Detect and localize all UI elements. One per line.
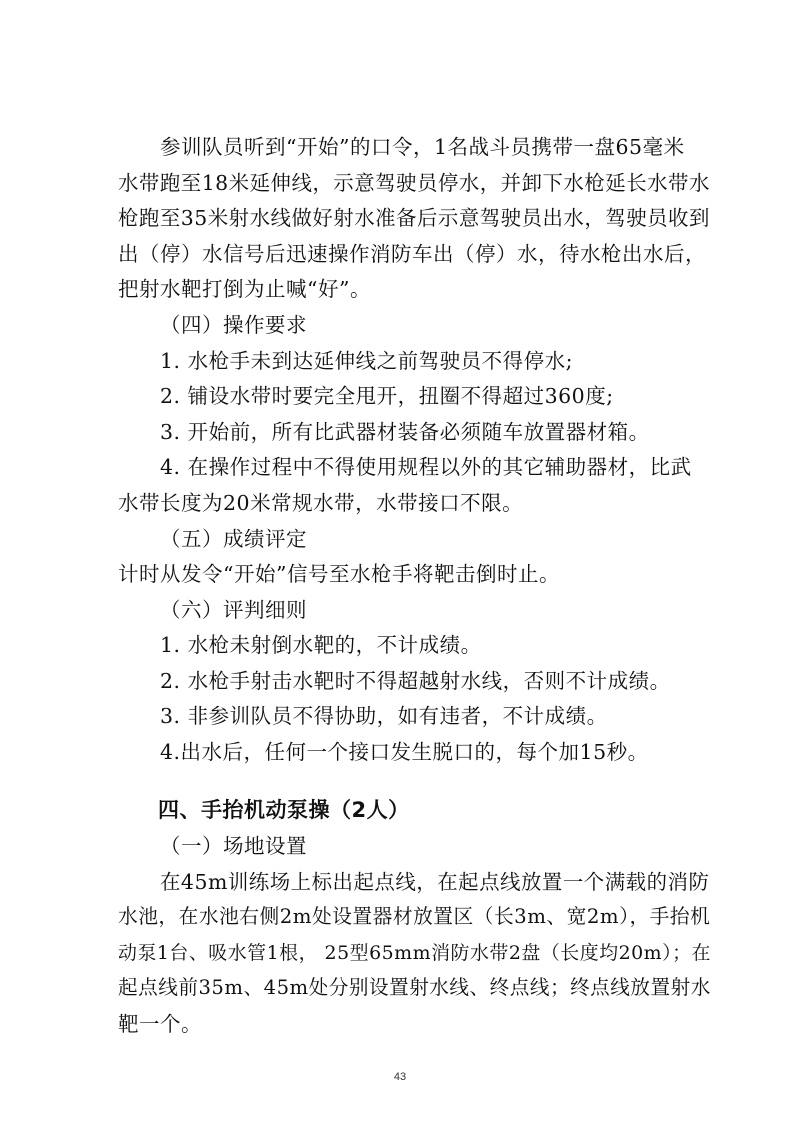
paragraph-line: 动泵1台、吸水管1根， 25型65mm消防水带2盘（长度均20m）；在 [118, 942, 711, 964]
section-heading: 四、手抬机动泵操（2人） [158, 798, 410, 822]
list-item: 3. 非参训队员不得协助，如有违者，不计成绩。 [160, 704, 608, 728]
list-item: 2. 铺设水带时要完全甩开，扭圈不得超过360度; [160, 384, 614, 408]
subsection-heading: （一）场地设置 [160, 834, 307, 858]
subsection-heading: （五）成绩评定 [160, 527, 307, 551]
list-item: 4. 在操作过程中不得使用规程以外的其它辅助器材，比武 [160, 455, 692, 479]
paragraph-line: 把射水靶打倒为止喊“好”。 [118, 277, 371, 301]
paragraph-line: 靶一个。 [118, 1012, 202, 1036]
subsection-heading: （四）操作要求 [160, 313, 307, 337]
paragraph-line: 水带跑至18米延伸线，示意驾驶员停水，并卸下水枪延长水带水 [118, 171, 710, 195]
list-item: 3. 开始前，所有比武器材装备必须随车放置器材箱。 [160, 420, 650, 444]
paragraph-line: 枪跑至35米射水线做好射水准备后示意驾驶员出水，驾驶员收到 [118, 206, 710, 230]
list-item: 1. 水枪手未到达延伸线之前驾驶员不得停水; [160, 349, 573, 373]
paragraph-line: 计时从发令“开始”信号至水枪手将靶击倒时止。 [118, 562, 560, 586]
page-number: 43 [393, 1071, 407, 1083]
list-item-continuation: 水带长度为20米常规水带，水带接口不限。 [118, 491, 524, 515]
paragraph-line: 在45m训练场上标出起点线，在起点线放置一个满载的消防 [160, 870, 710, 894]
list-item: 4.出水后，任何一个接口发生脱口的，每个加15秒。 [160, 740, 649, 764]
subsection-heading: （六）评判细则 [160, 598, 307, 622]
paragraph-line: 出（停）水信号后迅速操作消防车出（停）水，待水枪出水后， [118, 242, 706, 266]
paragraph-line: 参训队员听到“开始”的口令，1名战斗员携带一盘65毫米 [160, 135, 685, 159]
paragraph-line: 水池，在水池右侧2m处设置器材放置区（长3m、宽2m），手抬机 [118, 905, 711, 928]
list-item: 2. 水枪手射击水靶时不得超越射水线，否则不计成绩。 [160, 669, 671, 693]
list-item: 1. 水枪未射倒水靶的，不计成绩。 [160, 633, 482, 657]
paragraph-line: 起点线前35m、45m处分别设置射水线、终点线；终点线放置射水 [118, 976, 711, 999]
